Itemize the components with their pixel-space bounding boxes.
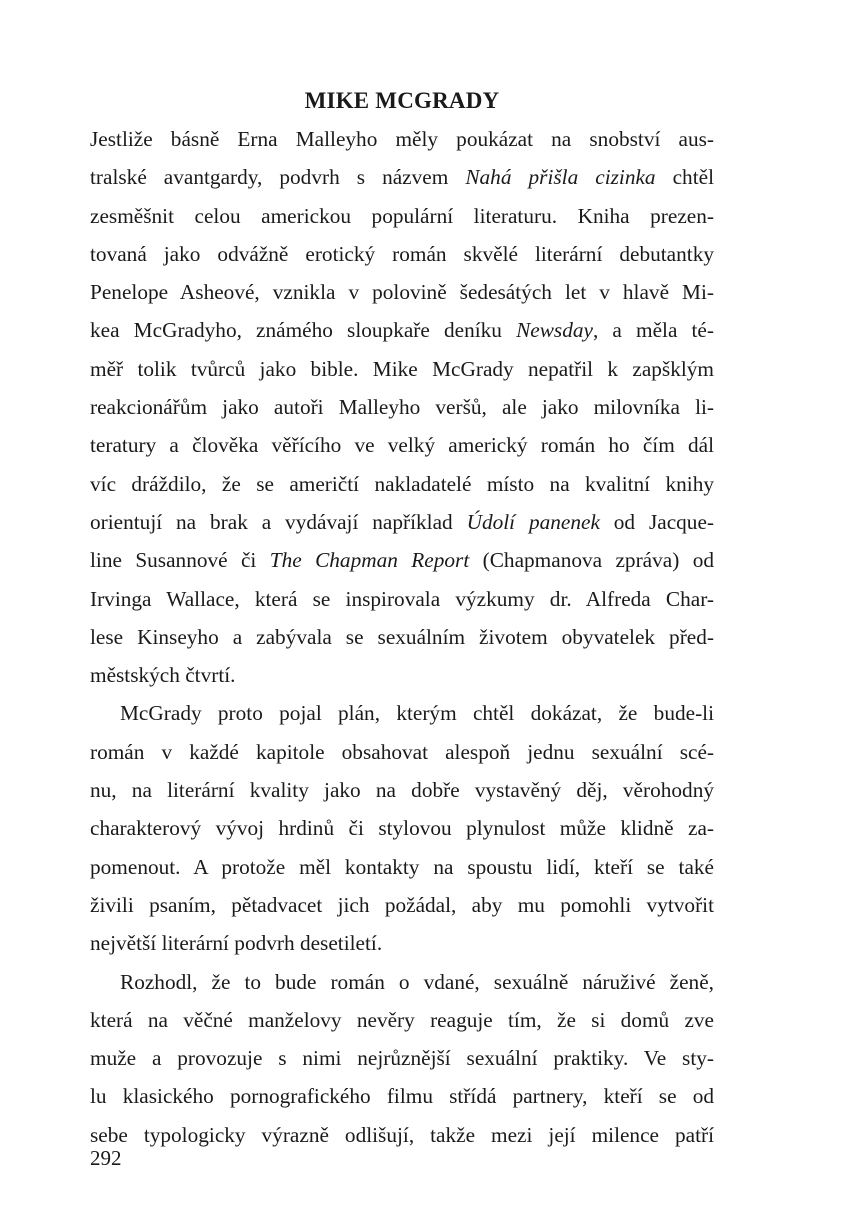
text-line: tralské avantgardy, podvrh s názvem Nahá přišla cizinka chtěl bbox=[90, 165, 714, 190]
text-line: živili psaním, pětadvacet jich požádal, aby mu pomohli vytvořit bbox=[90, 892, 714, 917]
text-line: Irvinga Wallace, která se inspirovala výzkumy dr. Alfreda Char- bbox=[90, 586, 714, 611]
text-line: McGrady proto pojal plán, kterým chtěl dokázat, že bude-li bbox=[120, 701, 714, 726]
text-line: lese Kinseyho a zabývala se sexuálním životem obyvatelek před- bbox=[90, 624, 714, 649]
text-line: muže a provozuje s nimi nejrůznější sexuální praktiky. Ve sty- bbox=[90, 1046, 714, 1071]
text-line: lu klasického pornografického filmu střídá partnery, kteří se od bbox=[90, 1084, 714, 1109]
chapter-heading: MIKE MCGRADY bbox=[304, 88, 500, 113]
text-line: Penelope Asheové, vznikla v polovině šedesátých let v hlavě Mi- bbox=[90, 280, 714, 305]
text-line: román v každé kapitole obsahovat alespoň jednu sexuální scé- bbox=[90, 739, 714, 764]
text-line: městských čtvrtí. bbox=[90, 663, 236, 688]
page-number: 292 bbox=[90, 1146, 122, 1170]
text-line: sebe typologicky výrazně odlišují, takže mezi její milence patří bbox=[90, 1122, 714, 1147]
text-line: charakterový vývoj hrdinů či stylovou plynulost může klidně za- bbox=[90, 816, 714, 841]
text-line: teratury a člověka věřícího ve velký americký román ho čím dál bbox=[90, 433, 714, 458]
text-line: orientují na brak a vydávají například Údolí panenek od Jacque- bbox=[90, 509, 714, 534]
paragraph-3 bbox=[90, 963, 714, 1154]
text-line: pomenout. A protože měl kontakty na spoustu lidí, kteří se také bbox=[90, 854, 714, 879]
text-line: line Susannové či The Chapman Report (Chapmanova zpráva) od bbox=[90, 548, 714, 573]
text-line: tovaná jako odvážně erotický román skvělé literární debutantky bbox=[90, 241, 714, 266]
text-line: Jestliže básně Erna Malleyho měly poukázat na snobství aus- bbox=[90, 127, 714, 151]
paragraph-2 bbox=[90, 694, 714, 962]
text-line: reakcionářům jako autoři Malleyho veršů, ale jako milovníka li- bbox=[90, 395, 714, 420]
text-line: kea McGradyho, známého sloupkaře deníku Newsday, a měla té- bbox=[90, 318, 714, 343]
text-line: zesměšnit celou americkou populární literaturu. Kniha prezen- bbox=[90, 203, 714, 228]
text-line: která na věčné manželovy nevěry reaguje tím, že si domů zve bbox=[90, 1007, 714, 1032]
paragraph-1 bbox=[90, 120, 714, 694]
text-line: největší literární podvrh desetiletí. bbox=[90, 931, 383, 956]
body-text bbox=[90, 120, 714, 1154]
text-line: víc dráždilo, že se američtí nakladatelé místo na kvalitní knihy bbox=[90, 471, 714, 496]
text-line: měř tolik tvůrců jako bible. Mike McGrady nepatřil k zapšklým bbox=[90, 356, 714, 381]
text-line: Rozhodl, že to bude román o vdané, sexuálně náruživé ženě, bbox=[120, 969, 714, 994]
text-line: nu, na literární kvality jako na dobře vystavěný děj, věrohodný bbox=[90, 778, 714, 803]
